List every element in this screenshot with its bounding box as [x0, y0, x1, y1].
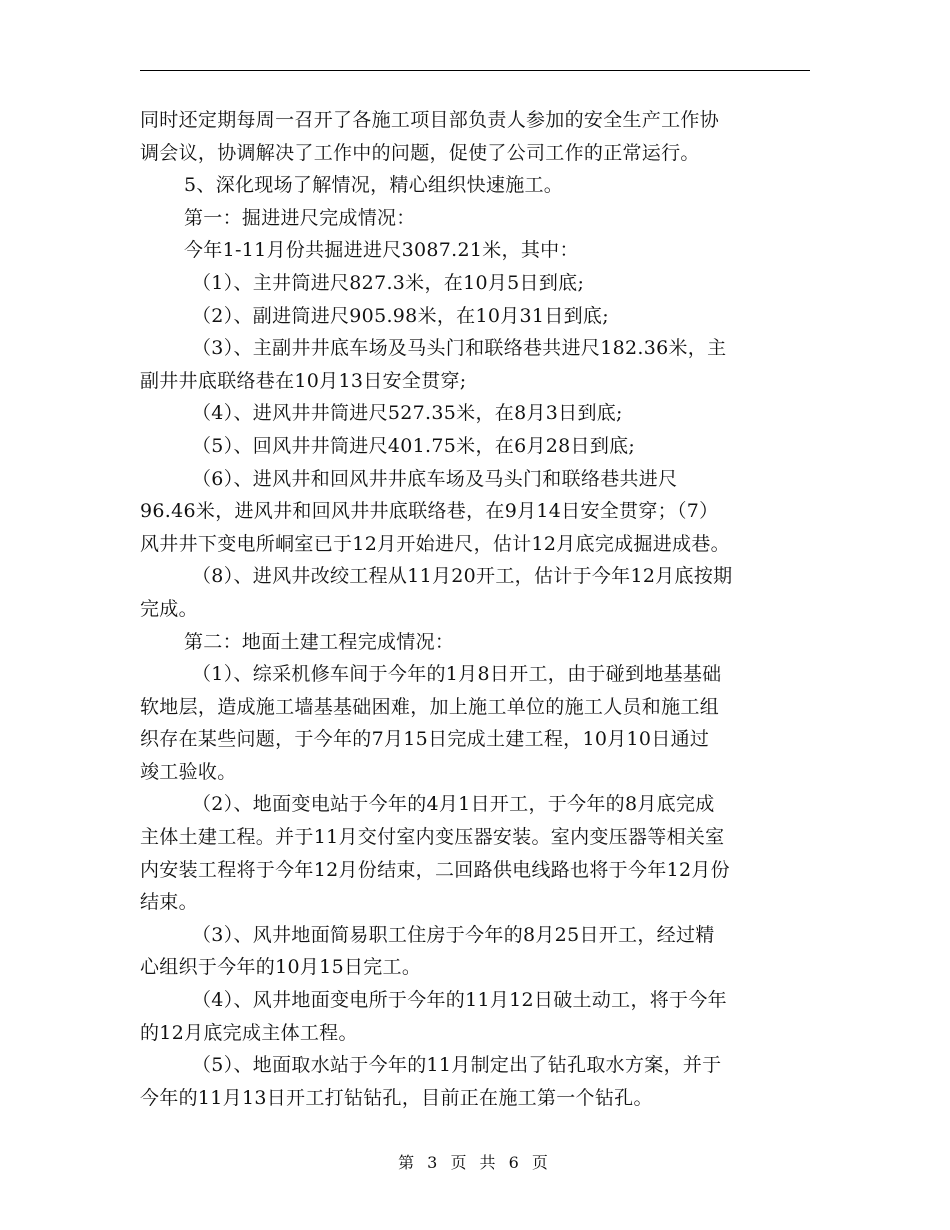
- text-line: 同时还定期每周一召开了各施工项目部负责人参加的安全生产工作协: [140, 109, 720, 131]
- text-line: 内安装工程将于今年12月份结束，二回路供电线路也将于今年12月份: [140, 858, 730, 881]
- list-item: （2）、地面变电站于今年的4月1日开工，于今年的8月底完成: [192, 793, 715, 816]
- text-line: 心组织于今年的10月15日完工。: [140, 956, 422, 979]
- text-line: 今年的11月13日开工打钻钻孔，目前正在施工第一个钻孔。: [140, 1086, 653, 1109]
- list-item: （3）、主副井井底车场及马头门和联络巷共进尺182.36米，主: [192, 337, 727, 360]
- section-heading: 第一：掘进进尺完成情况：: [184, 206, 416, 229]
- text-line: 5、深化现场了解情况，精心组织快速施工。: [184, 174, 564, 197]
- text-line: 调会议，协调解决了工作中的问题，促使了公司工作的正常运行。: [140, 141, 700, 164]
- page-footer: 第 3 页 共 6 页: [398, 1153, 552, 1172]
- list-item: （3）、风井地面简易职工住房于今年的8月25日开工，经过精: [192, 923, 715, 946]
- text-line: 完成。: [140, 597, 198, 620]
- text-line: 结束。: [140, 891, 198, 914]
- text-line: 今年1-11月份共掘进进尺3087.21米，其中：: [184, 239, 579, 262]
- list-item: （6）、进风井和回风井井底车场及马头门和联络巷共进尺: [192, 467, 678, 490]
- text-line: 软地层，造成施工墙基基础困难，加上施工单位的施工人员和施工组: [140, 695, 720, 718]
- list-item: （2）、副进筒进尺905.98米，在10月31日到底;: [192, 304, 609, 327]
- text-line: 的12月底完成主体工程。: [140, 1021, 358, 1044]
- document-body: [140, 104, 810, 1114]
- list-item: （4）、进风井井筒进尺527.35米，在8月3日到底;: [192, 402, 623, 425]
- text-line: 副井井底联络巷在10月13日安全贯穿;: [140, 369, 467, 392]
- text-line: 96.46米，进风井和回风井井底联络巷，在9月14日安全贯穿；（7）: [140, 500, 719, 523]
- section-heading: 第二：地面土建工程完成情况：: [184, 630, 455, 653]
- list-item: （1）、综采机修车间于今年的1月8日开工，由于碰到地基基础: [192, 663, 722, 686]
- header-rule: [140, 70, 810, 71]
- text-line: 竣工验收。: [140, 760, 237, 783]
- list-item: （5）、回风井井筒进尺401.75米，在6月28日到底;: [192, 434, 636, 457]
- text-line: 主体土建工程。并于11月交付室内变压器安装。室内变压器等相关室: [140, 826, 725, 849]
- list-item: （1）、主井筒进尺827.3米，在10月5日到底;: [192, 271, 585, 294]
- list-item: （4）、风井地面变电所于今年的11月12日破土动工，将于今年: [192, 989, 727, 1012]
- text-line: 风井井下变电所峒室已于12月开始进尺，估计12月底完成掘进成巷。: [140, 532, 730, 555]
- text-line: 织存在某些问题，于今年的7月15日完成土建工程，10月10日通过: [140, 728, 710, 751]
- list-item: （8）、进风井改绞工程从11月20开工，估计于今年12月底按期: [192, 565, 733, 588]
- list-item: （5）、地面取水站于今年的11月制定出了钻孔取水方案，并于: [192, 1054, 722, 1077]
